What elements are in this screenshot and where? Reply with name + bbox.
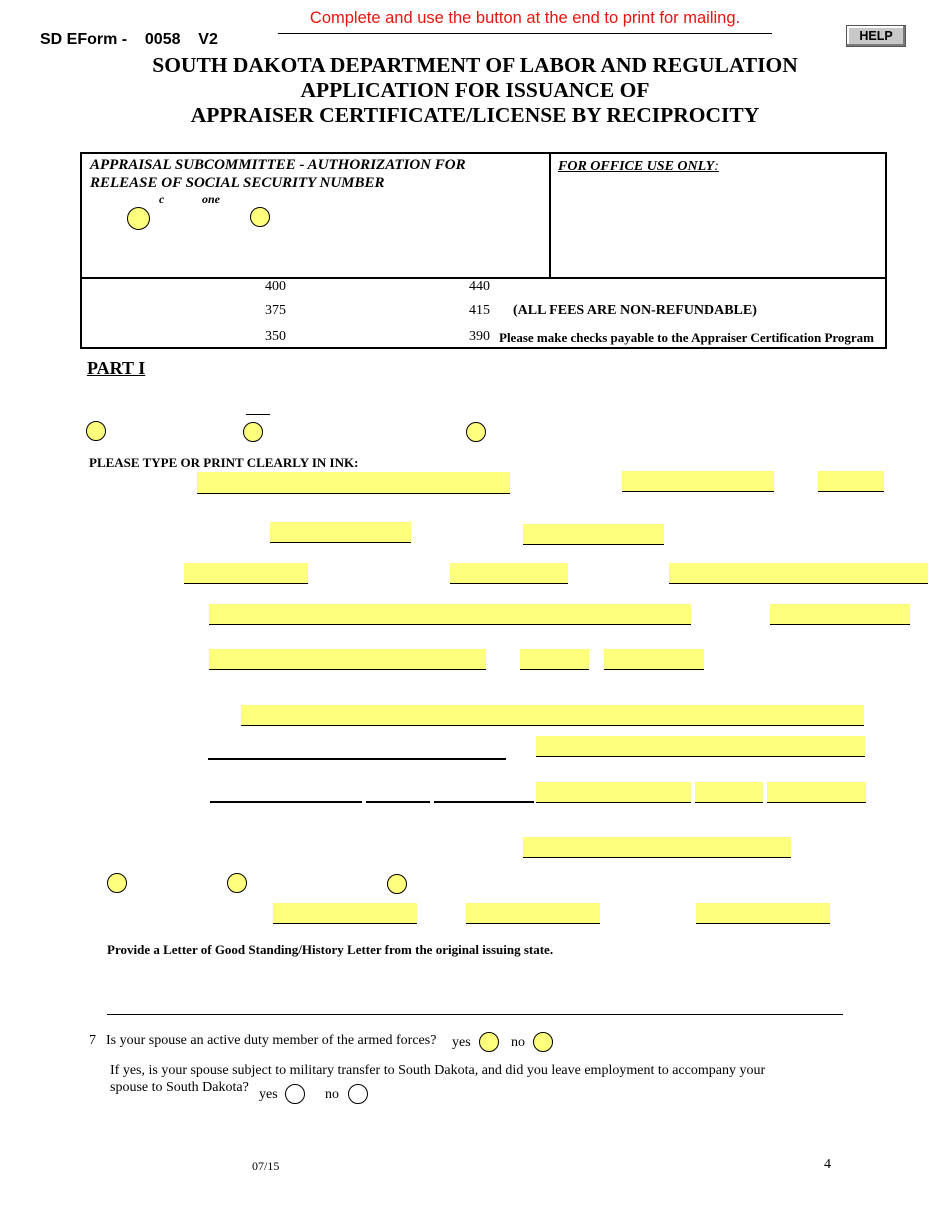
field-r3-b[interactable]	[450, 563, 568, 584]
box-divider	[549, 152, 551, 279]
city-field[interactable]	[209, 649, 486, 670]
field-r9[interactable]	[523, 837, 791, 858]
type-radio-2[interactable]	[243, 422, 263, 442]
address-field[interactable]	[209, 604, 691, 625]
form-date: 07/15	[252, 1159, 280, 1173]
non-refundable-note: (ALL FEES ARE NON-REFUNDABLE)	[513, 303, 757, 318]
blank-line-2	[366, 801, 430, 803]
title-line-3: APPRAISER CERTIFICATE/LICENSE BY RECIPROCITY	[190, 103, 760, 127]
type-radio-3[interactable]	[466, 422, 486, 442]
field-r3-a[interactable]	[184, 563, 308, 584]
q7-no-label: no	[511, 1035, 525, 1050]
office-use-label: FOR OFFICE USE ONLY:	[558, 159, 719, 174]
field-r4-b[interactable]	[770, 604, 910, 625]
title-line-1: SOUTH DAKOTA DEPARTMENT OF LABOR AND REGULATION	[152, 53, 798, 77]
blank-line-3	[434, 801, 534, 803]
separator-line	[107, 1014, 843, 1015]
field-r3-c[interactable]	[669, 563, 928, 584]
q7-yes-radio[interactable]	[479, 1032, 499, 1052]
q7-followup-yes-label: yes	[259, 1087, 278, 1102]
fee-row3-b: 390	[469, 329, 490, 344]
q7-followup-no-label: no	[325, 1087, 339, 1102]
state-field[interactable]	[520, 649, 589, 670]
signature-line	[208, 758, 506, 760]
q7-no-radio[interactable]	[533, 1032, 553, 1052]
field-r8-c[interactable]	[767, 782, 866, 803]
field-r7[interactable]	[536, 736, 865, 757]
q7-yes-label: yes	[452, 1035, 471, 1050]
field-r2-b[interactable]	[523, 524, 664, 545]
checks-payable-note: Please make checks payable to the Appraiser Certification Program	[499, 330, 875, 345]
zip-field[interactable]	[604, 649, 704, 670]
q7-followup-line2: spouse to South Dakota?	[110, 1080, 249, 1095]
field-r6[interactable]	[241, 705, 864, 726]
option-radio-3[interactable]	[387, 874, 407, 894]
q7-text: Is your spouse an active duty member of the armed forces?	[106, 1033, 437, 1048]
notice-underline	[278, 33, 772, 34]
auth-heading-2: RELEASE OF SOCIAL SECURITY NUMBER	[90, 175, 385, 191]
auth-option-2-label: one	[202, 192, 220, 206]
title-line-2: APPLICATION FOR ISSUANCE OF	[300, 78, 650, 102]
fee-row1-b: 440	[469, 279, 490, 294]
field-r10-c[interactable]	[696, 903, 830, 924]
help-button[interactable]: HELP	[846, 25, 906, 47]
auth-heading-1: APPRAISAL SUBCOMMITTEE - AUTHORIZATION FOR	[90, 157, 466, 173]
option-radio-1[interactable]	[107, 873, 127, 893]
short-line	[246, 414, 270, 415]
auth-option-1-label: c	[159, 192, 165, 206]
auth-radio-1[interactable]	[127, 207, 150, 230]
q7-followup-yes-radio[interactable]	[285, 1084, 305, 1104]
field-r8-a[interactable]	[536, 782, 691, 803]
print-notice: Complete and use the button at the end to print for mailing.	[309, 9, 741, 27]
option-radio-2[interactable]	[227, 873, 247, 893]
print-instruction: PLEASE TYPE OR PRINT CLEARLY IN INK:	[89, 455, 359, 470]
field-r8-b[interactable]	[695, 782, 763, 803]
q7-number: 7	[89, 1033, 96, 1048]
q7-followup-line1: If yes, is your spouse subject to military transfer to South Dakota, and did you leave employment to accompany your	[110, 1063, 766, 1078]
name-field[interactable]	[197, 472, 510, 494]
fee-row2-a: 375	[265, 303, 286, 318]
field-r2-a[interactable]	[270, 522, 411, 543]
type-radio-1[interactable]	[86, 421, 106, 441]
blank-line-1	[210, 801, 362, 803]
field-r1-c[interactable]	[818, 471, 884, 492]
page-number: 4	[824, 1157, 831, 1172]
field-r1-b[interactable]	[622, 471, 774, 492]
fee-row1-a: 400	[265, 279, 286, 294]
q7-followup-no-radio[interactable]	[348, 1084, 368, 1104]
letter-note: Provide a Letter of Good Standing/History Letter from the original issuing state.	[107, 942, 554, 957]
fee-row3-a: 350	[265, 329, 286, 344]
form-id: SD EForm - 0058 V2	[40, 31, 218, 48]
fee-row2-b: 415	[469, 303, 490, 318]
auth-radio-2[interactable]	[250, 207, 270, 227]
field-r10-a[interactable]	[273, 903, 417, 924]
part-heading: PART I	[87, 358, 146, 378]
field-r10-b[interactable]	[466, 903, 600, 924]
